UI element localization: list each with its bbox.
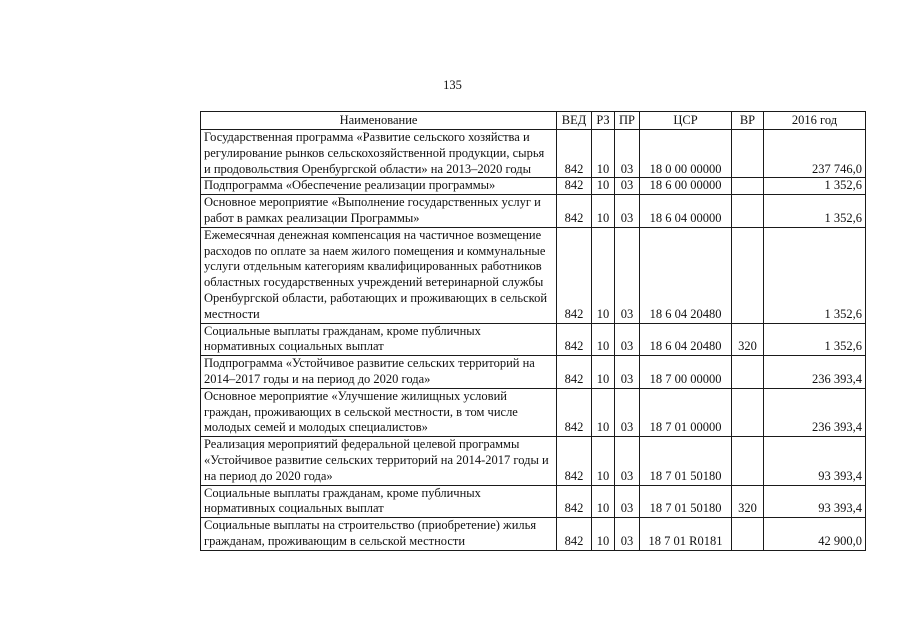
cell-pr: 03 [615,130,640,178]
cell-amount: 93 393,4 [764,437,866,485]
cell-pr: 03 [615,323,640,356]
cell-name: Социальные выплаты гражданам, кроме публичных нормативных социальных выплат [201,323,557,356]
cell-rz: 10 [592,227,615,323]
cell-pr: 03 [615,178,640,195]
cell-rz: 10 [592,388,615,436]
cell-csr: 18 7 01 50180 [640,485,732,518]
cell-csr: 18 7 01 00000 [640,388,732,436]
table-row [201,437,866,485]
cell-vr: 320 [732,485,764,518]
cell-pr: 03 [615,227,640,323]
cell-amount: 237 746,0 [764,130,866,178]
cell-name: Социальные выплаты на строительство (приобретение) жилья гражданам, проживающим в сельской местности [201,518,557,551]
cell-amount: 93 393,4 [764,485,866,518]
cell-csr: 18 0 00 00000 [640,130,732,178]
cell-amount: 1 352,6 [764,178,866,195]
cell-csr: 18 6 00 00000 [640,178,732,195]
cell-pr: 03 [615,388,640,436]
table-row [201,323,866,356]
table-row [201,485,866,518]
cell-pr: 03 [615,437,640,485]
column-header-pr: ПР [615,112,640,130]
cell-pr: 03 [615,195,640,228]
page-number: 135 [443,78,462,92]
cell-name: Подпрограмма «Обеспечение реализации программы» [201,178,557,195]
cell-vr [732,437,764,485]
cell-vr [732,518,764,551]
cell-ved: 842 [557,356,592,389]
cell-vr: 320 [732,323,764,356]
cell-amount: 1 352,6 [764,323,866,356]
cell-csr: 18 6 04 20480 [640,323,732,356]
cell-ved: 842 [557,388,592,436]
cell-ved: 842 [557,227,592,323]
cell-csr: 18 7 01 R0181 [640,518,732,551]
cell-rz: 10 [592,437,615,485]
cell-vr [732,356,764,389]
cell-amount: 1 352,6 [764,195,866,228]
cell-csr: 18 7 00 00000 [640,356,732,389]
table-row [201,518,866,551]
table-row [201,356,866,389]
cell-name: Подпрограмма «Устойчивое развитие сельских территорий на 2014–2017 годы и на период до 2020 года» [201,356,557,389]
cell-vr [732,388,764,436]
cell-name: Основное мероприятие «Выполнение государственных услуг и работ в рамках реализации Программы» [201,195,557,228]
table-row [201,195,866,228]
cell-ved: 842 [557,518,592,551]
cell-vr [732,227,764,323]
cell-name: Социальные выплаты гражданам, кроме публичных нормативных социальных выплат [201,485,557,518]
cell-ved: 842 [557,195,592,228]
table-row [201,227,866,323]
cell-ved: 842 [557,130,592,178]
column-header-vr: ВР [732,112,764,130]
cell-ved: 842 [557,178,592,195]
cell-rz: 10 [592,485,615,518]
table-row [201,130,866,178]
cell-ved: 842 [557,485,592,518]
cell-pr: 03 [615,356,640,389]
cell-name: Государственная программа «Развитие сельского хозяйства и регулирование рынков сельскохозяйственной продукции, сырья и продовольствия Оренбургской области» на 2013–2020 годы [201,130,557,178]
cell-amount: 236 393,4 [764,356,866,389]
cell-amount: 236 393,4 [764,388,866,436]
column-header-amount: 2016 год [764,112,866,130]
header-row [201,112,866,130]
cell-csr: 18 6 04 00000 [640,195,732,228]
cell-ved: 842 [557,437,592,485]
column-header-ved: ВЕД [557,112,592,130]
column-header-csr: ЦСР [640,112,732,130]
cell-name: Основное мероприятие «Улучшение жилищных условий граждан, проживающих в сельской местности, в том числе молодых семей и молодых специалистов» [201,388,557,436]
cell-rz: 10 [592,178,615,195]
cell-vr [732,178,764,195]
cell-amount: 1 352,6 [764,227,866,323]
cell-pr: 03 [615,518,640,551]
budget-table [200,111,866,551]
cell-rz: 10 [592,323,615,356]
column-header-name: Наименование [201,112,557,130]
cell-name: Ежемесячная денежная компенсация на частичное возмещение расходов по оплате за наем жилого помещения и коммунальные услуги отдельным категориям квалифицированных работников областных государственных учреждений ветеринарной службы Оренбургской области, работающих и проживающих в сельской местности [201,227,557,323]
cell-rz: 10 [592,130,615,178]
cell-rz: 10 [592,195,615,228]
table-row [201,388,866,436]
cell-amount: 42 900,0 [764,518,866,551]
table-row [201,178,866,195]
cell-csr: 18 6 04 20480 [640,227,732,323]
cell-pr: 03 [615,485,640,518]
column-header-rz: РЗ [592,112,615,130]
cell-vr [732,130,764,178]
cell-rz: 10 [592,356,615,389]
cell-csr: 18 7 01 50180 [640,437,732,485]
cell-name: Реализация мероприятий федеральной целевой программы «Устойчивое развитие сельских территорий на 2014-2017 годы и на период до 2020 года» [201,437,557,485]
cell-vr [732,195,764,228]
cell-ved: 842 [557,323,592,356]
cell-rz: 10 [592,518,615,551]
